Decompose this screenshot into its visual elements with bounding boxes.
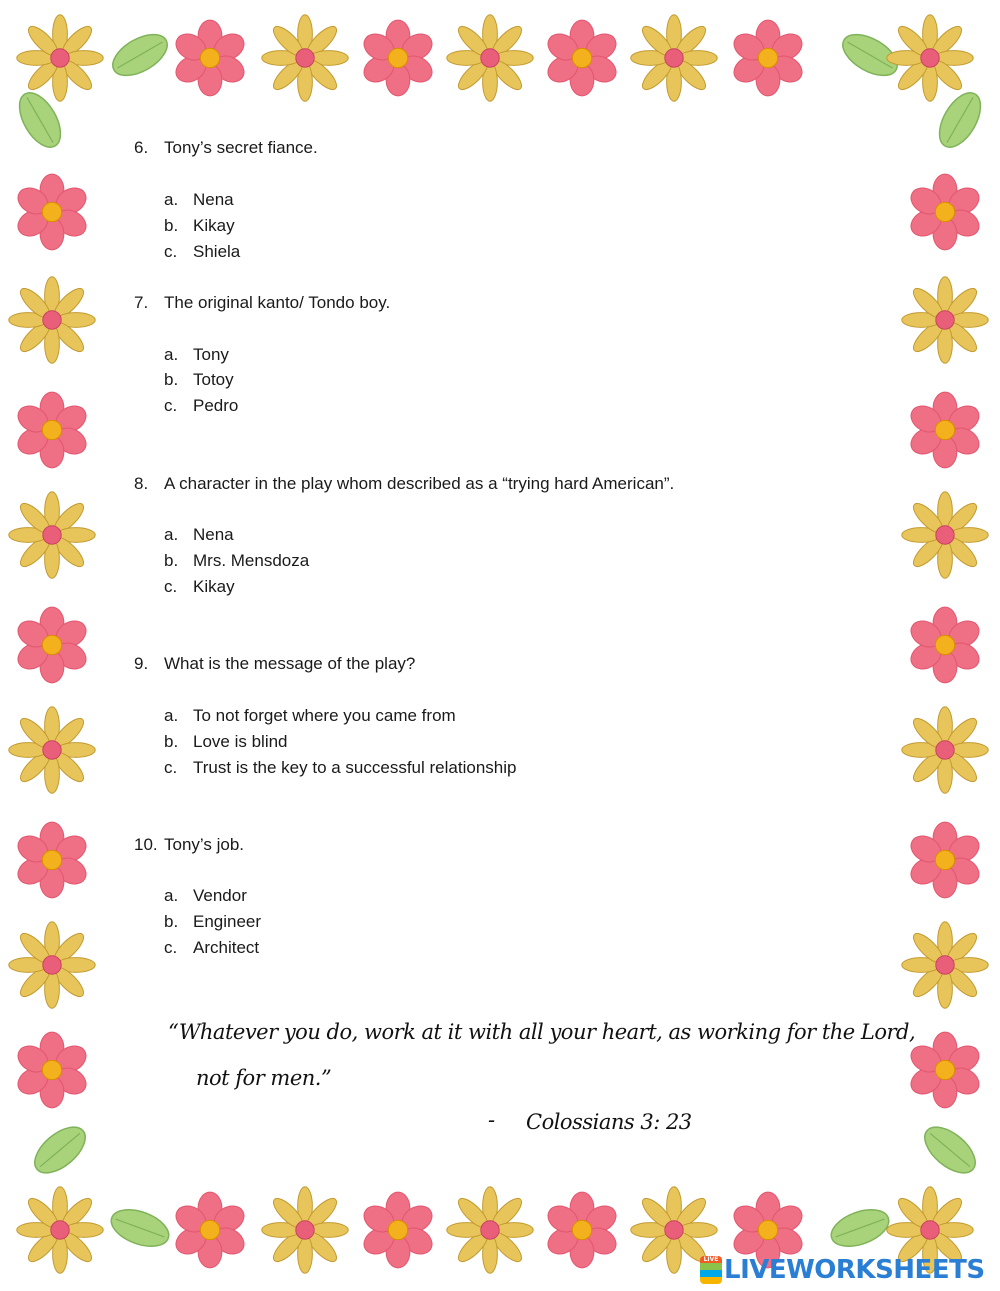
option-letter: b.	[164, 370, 179, 389]
option-letter: c.	[164, 758, 178, 777]
option-8b[interactable]	[164, 551, 309, 571]
quote-attribution: Colossians 3: 23	[526, 1110, 692, 1134]
leaf-icon	[826, 1203, 893, 1254]
quote-line-2: not for men.”	[196, 1066, 332, 1090]
option-letter: c.	[164, 938, 178, 957]
leaf-icon	[27, 1118, 94, 1181]
pink-flower-icon	[543, 20, 620, 96]
yellow-flower-icon	[17, 1187, 103, 1273]
pink-flower-icon	[13, 392, 90, 468]
option-letter: b.	[164, 551, 179, 570]
yellow-flower-icon	[447, 15, 533, 101]
live-badge-icon: LIVE	[700, 1256, 722, 1284]
option-letter: c.	[164, 242, 178, 261]
option-text: Vendor	[193, 886, 247, 905]
yellow-flower-icon	[447, 1187, 533, 1273]
pink-flower-icon	[171, 1192, 248, 1268]
yellow-flower-icon	[9, 492, 95, 578]
option-9b[interactable]	[164, 732, 288, 752]
option-text: Nena	[193, 190, 234, 209]
logo-text: LIVEWORKSHEETS	[724, 1255, 985, 1285]
option-letter: c.	[164, 396, 178, 415]
option-letter: a.	[164, 886, 179, 905]
leaf-icon	[917, 1118, 984, 1181]
option-letter: a.	[164, 706, 179, 725]
option-7c[interactable]	[164, 396, 238, 416]
yellow-flower-icon	[902, 277, 988, 363]
yellow-flower-icon	[17, 15, 103, 101]
pink-flower-icon	[543, 1192, 620, 1268]
yellow-flower-icon	[631, 15, 717, 101]
leaf-icon	[106, 26, 174, 84]
option-text: Kikay	[193, 216, 235, 235]
question-7	[134, 293, 390, 313]
option-letter: c.	[164, 577, 178, 596]
yellow-flower-icon	[9, 922, 95, 1008]
question-number: 9.	[134, 654, 149, 673]
pink-flower-icon	[13, 1032, 90, 1108]
pink-flower-icon	[906, 607, 983, 683]
liveworksheets-logo[interactable]	[700, 1250, 1000, 1290]
question-6	[134, 138, 318, 158]
option-6c[interactable]	[164, 242, 240, 262]
yellow-flower-icon	[887, 15, 973, 101]
option-6a[interactable]	[164, 190, 234, 210]
question-10	[134, 835, 244, 855]
pink-flower-icon	[13, 607, 90, 683]
option-letter: b.	[164, 912, 179, 931]
option-text: Tony	[193, 345, 229, 364]
option-6b[interactable]	[164, 216, 235, 236]
option-8c[interactable]	[164, 577, 235, 597]
question-number: 8.	[134, 474, 149, 493]
leaf-icon	[931, 86, 989, 154]
option-10a[interactable]	[164, 886, 247, 906]
option-7b[interactable]	[164, 370, 234, 390]
option-9a[interactable]	[164, 706, 456, 726]
yellow-flower-icon	[262, 15, 348, 101]
yellow-flower-icon	[9, 707, 95, 793]
option-letter: a.	[164, 525, 179, 544]
question-8	[134, 474, 674, 494]
quote-line-1: “Whatever you do, work at it with all your heart, as working for the Lord,	[168, 1020, 916, 1044]
question-text: Tony’s secret fiance.	[164, 138, 318, 157]
option-10b[interactable]	[164, 912, 261, 932]
option-letter: b.	[164, 732, 179, 751]
question-9	[134, 654, 415, 674]
question-text: Tony’s job.	[164, 835, 245, 854]
leaf-icon	[106, 1203, 173, 1254]
option-10c[interactable]	[164, 938, 259, 958]
option-letter: a.	[164, 190, 179, 209]
pink-flower-icon	[13, 822, 90, 898]
pink-flower-icon	[906, 822, 983, 898]
yellow-flower-icon	[902, 707, 988, 793]
option-text: Shiela	[193, 242, 241, 261]
question-number: 7.	[134, 293, 149, 312]
option-text: Pedro	[193, 396, 239, 415]
pink-flower-icon	[906, 1032, 983, 1108]
pink-flower-icon	[359, 20, 436, 96]
question-number: 6.	[134, 138, 149, 157]
yellow-flower-icon	[902, 492, 988, 578]
quote-dash: -	[488, 1108, 495, 1132]
option-text: Mrs. Mensdoza	[193, 551, 310, 570]
option-text: Nena	[193, 525, 234, 544]
option-text: Love is blind	[193, 732, 288, 751]
question-text: A character in the play whom described as a “trying hard American”.	[164, 474, 675, 493]
pink-flower-icon	[906, 392, 983, 468]
option-letter: b.	[164, 216, 179, 235]
option-letter: a.	[164, 345, 179, 364]
pink-flower-icon	[359, 1192, 436, 1268]
option-text: Totoy	[193, 370, 234, 389]
option-text: Architect	[193, 938, 260, 957]
option-text: To not forget where you came from	[193, 706, 456, 725]
yellow-flower-icon	[902, 922, 988, 1008]
option-text: Kikay	[193, 577, 235, 596]
pink-flower-icon	[906, 174, 983, 250]
question-text: The original kanto/ Tondo boy.	[164, 293, 391, 312]
option-8a[interactable]	[164, 525, 234, 545]
option-text: Engineer	[193, 912, 262, 931]
yellow-flower-icon	[262, 1187, 348, 1273]
question-number: 10.	[134, 835, 158, 854]
yellow-flower-icon	[9, 277, 95, 363]
option-7a[interactable]	[164, 345, 229, 365]
question-text: What is the message of the play?	[164, 654, 416, 673]
option-9c[interactable]	[164, 758, 516, 778]
option-text: Trust is the key to a successful relationship	[193, 758, 517, 777]
pink-flower-icon	[729, 20, 806, 96]
pink-flower-icon	[13, 174, 90, 250]
pink-flower-icon	[171, 20, 248, 96]
